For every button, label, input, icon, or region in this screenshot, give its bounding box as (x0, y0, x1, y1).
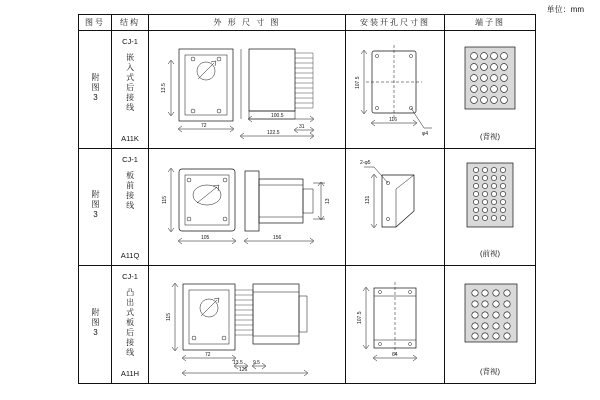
svg-text:131: 131 (365, 195, 371, 204)
svg-text:105: 105 (201, 234, 210, 241)
row2-type: 板前接线 (125, 170, 135, 211)
header-mounting: 安装开孔尺寸图 (346, 15, 445, 31)
row1-terminal-diagram (445, 31, 536, 149)
row3-fig-no (79, 266, 112, 384)
svg-text:31: 31 (299, 124, 305, 130)
row2-terminal-diagram (445, 148, 536, 266)
svg-text:φ4: φ4 (422, 131, 429, 137)
unit-note: 单位：mm (546, 5, 584, 14)
header-fig-no: 图号 (79, 15, 112, 31)
header-outline: 外 形 尺 寸 图 (149, 15, 346, 31)
svg-text:115: 115 (166, 313, 172, 322)
row3-code: A11H (120, 369, 140, 378)
svg-text:13: 13 (325, 198, 331, 204)
row2-fig-no-text: 附图3 (91, 190, 100, 222)
svg-text:116: 116 (389, 117, 397, 123)
row2-structure (112, 148, 149, 266)
row3-terminal-diagram (445, 266, 536, 384)
svg-text:126: 126 (239, 367, 248, 374)
row2-model: CJ-1 (122, 154, 138, 164)
svg-text:9.5: 9.5 (253, 360, 260, 367)
header-terminal: 端子图 (445, 15, 536, 31)
row2-outline-drawing (149, 148, 346, 266)
spec-table (78, 14, 536, 384)
row3-type: 凸出式板后接线 (125, 288, 135, 359)
row1-outline-drawing (149, 31, 346, 149)
svg-text:156: 156 (273, 234, 282, 241)
row1-model: CJ-1 (122, 37, 138, 46)
svg-text:64: 64 (392, 352, 398, 359)
row1-mounting-drawing (346, 31, 445, 149)
svg-text:107.5: 107.5 (357, 311, 363, 325)
table-header-row (79, 15, 536, 31)
svg-text:13.5: 13.5 (233, 360, 243, 367)
row3-mounting-drawing (346, 266, 445, 384)
row1-fig-no (79, 31, 112, 149)
table-row (79, 266, 536, 384)
row1-type: 嵌入式后接线 (125, 53, 135, 113)
svg-text:100.5: 100.5 (271, 113, 284, 119)
row2-terminal-caption: (前视) (480, 249, 500, 259)
svg-text:72: 72 (201, 123, 207, 129)
row1-code: A11K (121, 133, 139, 143)
row1-terminal-caption: (背视) (480, 131, 500, 141)
table-row (79, 148, 536, 266)
svg-text:115: 115 (162, 195, 168, 204)
header-structure: 结构 (112, 15, 149, 31)
row2-fig-no (79, 148, 112, 266)
row2-mounting-drawing (346, 148, 445, 266)
row3-model: CJ-1 (122, 272, 138, 282)
row1-fig-no-text: 附图3 (91, 72, 100, 104)
svg-text:122.5: 122.5 (267, 130, 280, 136)
row3-outline-drawing (149, 266, 346, 384)
row3-structure (112, 266, 149, 384)
svg-text:72: 72 (205, 352, 211, 359)
svg-text:2-φ5: 2-φ5 (360, 159, 371, 166)
row2-code: A11Q (120, 251, 140, 261)
svg-text:107.5: 107.5 (355, 76, 361, 89)
row1-structure (112, 31, 149, 149)
row3-terminal-caption: (背视) (480, 367, 500, 376)
svg-text:13.5: 13.5 (161, 83, 167, 93)
row3-fig-no-text: 附图3 (91, 308, 100, 340)
table-row (79, 31, 536, 149)
